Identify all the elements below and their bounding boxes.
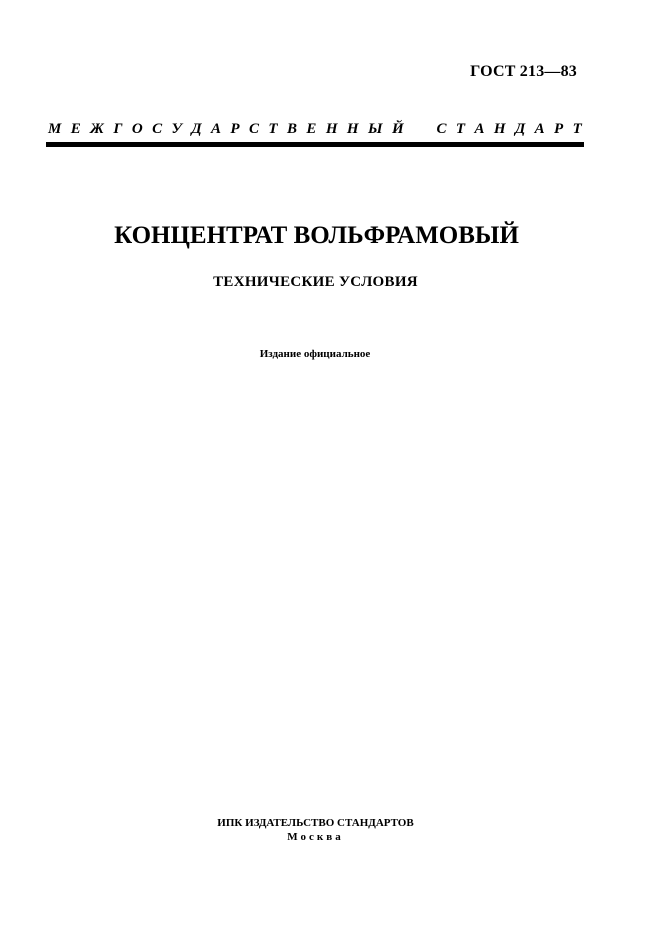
interstate-word1-letter: Н xyxy=(346,121,359,137)
document-title: КОНЦЕНТРАТ ВОЛЬФРАМОВЫЙ xyxy=(114,222,519,249)
edition-note: Издание официальное xyxy=(259,348,371,360)
publisher-name: ИПК ИЗДАТЕЛЬСТВО СТАНДАРТОВ xyxy=(217,817,414,829)
interstate-word2-letter: Т xyxy=(572,121,582,137)
interstate-word1-letter: Н xyxy=(325,121,338,137)
interstate-word1-letter: Г xyxy=(113,121,123,137)
interstate-word2-letter: А xyxy=(534,121,545,137)
word-gap xyxy=(413,120,427,138)
heading-rule xyxy=(46,142,584,147)
interstate-word2-letter: Р xyxy=(554,121,564,137)
interstate-word1-letter: О xyxy=(131,121,143,137)
publisher-city: Москва xyxy=(287,831,344,843)
interstate-word1-letter: Е xyxy=(70,121,81,137)
interstate-word1-letter: С xyxy=(152,121,163,137)
interstate-word2-letter: А xyxy=(474,121,485,137)
interstate-standard-heading xyxy=(48,120,582,138)
interstate-word1-letter: В xyxy=(287,121,298,137)
interstate-word1-letter: Ы xyxy=(368,121,383,137)
interstate-word1-letter: Р xyxy=(230,121,240,137)
interstate-word1-letter: Й xyxy=(391,121,404,137)
interstate-word1-letter: Е xyxy=(306,121,317,137)
interstate-word2-letter: С xyxy=(436,121,447,137)
interstate-word1-letter: С xyxy=(249,121,260,137)
interstate-word1-letter: М xyxy=(48,121,62,137)
interstate-word2-letter: Д xyxy=(514,121,526,137)
interstate-word1-letter: А xyxy=(211,121,222,137)
interstate-word1-letter: У xyxy=(171,121,182,137)
interstate-word2-letter: Т xyxy=(455,121,466,137)
interstate-word1-letter: Д xyxy=(191,121,202,137)
interstate-word2-letter: Н xyxy=(493,121,506,137)
document-subtitle: ТЕХНИЧЕСКИЕ УСЛОВИЯ xyxy=(213,274,418,290)
interstate-word1-letter: Ж xyxy=(90,121,104,137)
interstate-word1-letter: Т xyxy=(268,121,278,137)
gost-number: ГОСТ 213—83 xyxy=(470,63,577,80)
